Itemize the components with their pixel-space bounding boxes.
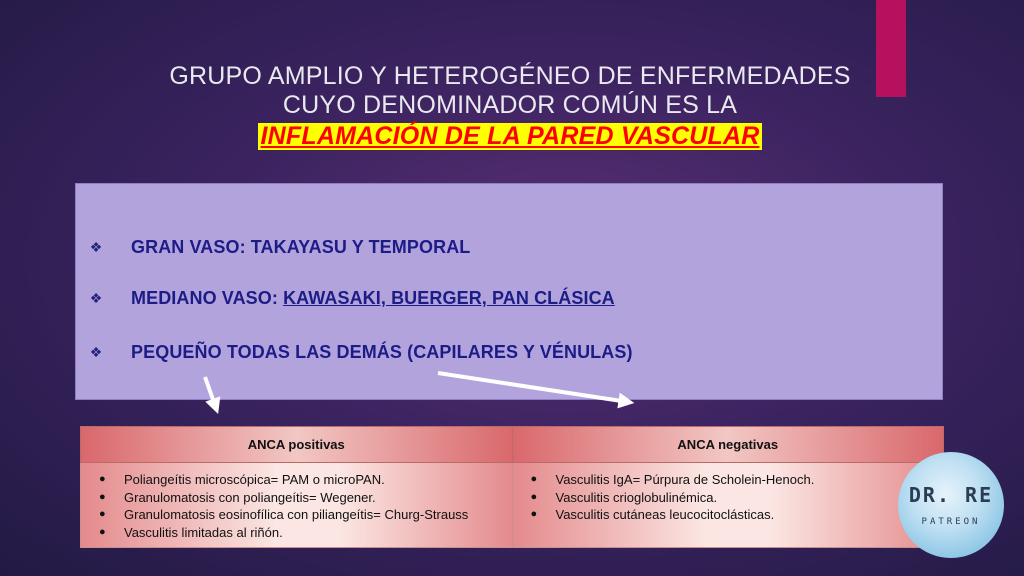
- dr-re-logo: [898, 452, 1004, 558]
- list-item: ● Vasculitis limitadas al riñón.: [99, 524, 504, 542]
- logo-sub: PATREON: [921, 517, 981, 527]
- anca-negative-cell: [512, 463, 944, 548]
- diamond-bullet-icon: ❖: [89, 239, 103, 255]
- header-anca-negative: ANCA negativas: [512, 427, 944, 463]
- list-item: ● Vasculitis IgA= Púrpura de Scholein-Henoch.: [531, 471, 936, 489]
- bullet-prefix: MEDIANO VASO:: [131, 288, 284, 308]
- diamond-bullet-icon: ❖: [89, 344, 103, 360]
- list-item: ● Poliangeítis microscópica= PAM o microPAN.: [99, 471, 504, 489]
- list-item: ● Vasculitis crioglobulinémica.: [531, 489, 936, 507]
- header-anca-positive: ANCA positivas: [81, 427, 513, 463]
- bullet-text: PEQUEÑO TODAS LAS DEMÁS (CAPILARES Y VÉNULAS): [131, 342, 633, 362]
- arrow-to-anca-negative: [438, 373, 628, 402]
- title-highlight: INFLAMACIÓN DE LA PARED VASCULAR: [258, 123, 763, 150]
- arrow-to-anca-positive: [205, 377, 216, 408]
- medium-vessel-link[interactable]: KAWASAKI, BUERGER, PAN CLÁSICA: [283, 288, 615, 308]
- anca-positive-cell: [81, 463, 513, 548]
- list-item: ● Granulomatosis eosinofílica con piliangeítis= Churg-Strauss: [99, 506, 504, 524]
- title-line-1: GRUPO AMPLIO Y HETEROGÉNEO DE ENFERMEDADES: [169, 62, 851, 90]
- list-item: ● Granulomatosis con poliangeítis= Wegener.: [99, 489, 504, 507]
- list-item: ● Vasculitis cutáneas leucocitoclásticas.: [531, 506, 936, 524]
- diamond-bullet-icon: ❖: [89, 290, 103, 306]
- title-line-2: CUYO DENOMINADOR COMÚN ES LA: [282, 91, 738, 119]
- logo-brand: DR. RE: [908, 483, 994, 507]
- bullet-text: GRAN VASO: TAKAYASU Y TEMPORAL: [131, 237, 471, 257]
- anca-table: [80, 426, 944, 548]
